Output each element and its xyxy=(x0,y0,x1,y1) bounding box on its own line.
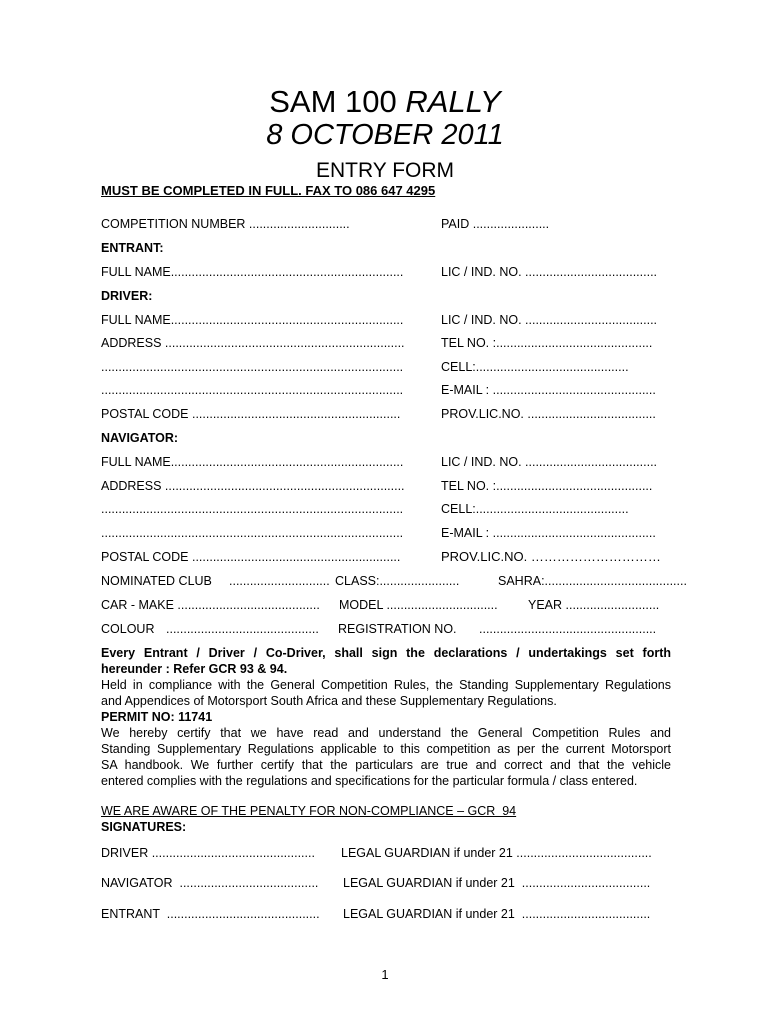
driver-heading: DRIVER: xyxy=(101,289,153,303)
navigator-tel-field[interactable]: TEL NO. :............................................. xyxy=(441,479,653,493)
sahra-field[interactable]: SAHRA:......................................... xyxy=(498,574,687,588)
permit-number: PERMIT NO: 11741 xyxy=(101,710,213,724)
driver-licence-field[interactable]: LIC / IND. NO. ...................................... xyxy=(441,313,658,327)
navigator-address-line-3[interactable]: ....................................................................................... xyxy=(101,526,404,540)
signatures-heading: SIGNATURES: xyxy=(101,820,187,834)
compliance-line-1: Held in compliance with the General Competition Rules, the Standing Supplementary Regulations xyxy=(101,678,671,692)
colour-label: COLOUR xyxy=(101,622,155,636)
compliance-line-2: and Appendices of Motorsport South Africa and these Supplementary Regulations. xyxy=(101,694,557,708)
driver-cell-field[interactable]: CELL:............................................ xyxy=(441,360,629,374)
event-title-plain: SAM 100 xyxy=(269,84,406,119)
model-field[interactable]: MODEL ................................ xyxy=(339,598,498,612)
driver-guardian-signature-field[interactable]: LEGAL GUARDIAN if under 21 ....................................... xyxy=(341,846,652,860)
certification-line-4: entered complies with the regulations and specifications for the particular formula / class entered. xyxy=(101,774,638,788)
navigator-heading: NAVIGATOR: xyxy=(101,431,179,445)
navigator-address-field[interactable]: ADDRESS ..................................................................... xyxy=(101,479,405,493)
entrant-licence-field[interactable]: LIC / IND. NO. ...................................... xyxy=(441,265,658,279)
navigator-guardian-signature-field[interactable]: LEGAL GUARDIAN if under 21 ..................................... xyxy=(343,876,651,890)
driver-prov-lic-field[interactable]: PROV.LIC.NO. ..................................... xyxy=(441,407,656,421)
entrant-guardian-signature-field[interactable]: LEGAL GUARDIAN if under 21 ..................................... xyxy=(343,907,651,921)
form-title: ENTRY FORM xyxy=(315,159,455,182)
driver-full-name-field[interactable]: FULL NAME................................................................... xyxy=(101,313,404,327)
driver-signature-field[interactable]: DRIVER ............................................... xyxy=(101,846,315,860)
driver-address-line-2[interactable]: ....................................................................................... xyxy=(101,360,404,374)
navigator-address-line-2[interactable]: ....................................................................................... xyxy=(101,502,404,516)
event-title xyxy=(0,86,770,117)
driver-tel-field[interactable]: TEL NO. :............................................. xyxy=(441,336,653,350)
paid-field[interactable]: PAID ...................... xyxy=(441,217,550,231)
penalty-notice: WE ARE AWARE OF THE PENALTY FOR NON-COMPLIANCE – GCR 94 xyxy=(101,804,517,818)
navigator-email-field[interactable]: E-MAIL : ............................................... xyxy=(441,526,656,540)
navigator-licence-field[interactable]: LIC / IND. NO. ...................................... xyxy=(441,455,658,469)
page-number: 1 xyxy=(381,967,389,982)
colour-field[interactable]: ............................................ xyxy=(166,622,319,636)
navigator-postal-code-field[interactable]: POSTAL CODE ............................................................ xyxy=(101,550,401,564)
entrant-full-name-field[interactable]: FULL NAME................................................................... xyxy=(101,265,404,279)
competition-number-field[interactable]: COMPETITION NUMBER ............................. xyxy=(101,217,350,231)
nominated-club-field[interactable]: ............................. xyxy=(229,574,330,588)
event-title-italic: RALLY xyxy=(405,84,501,119)
car-make-field[interactable]: CAR - MAKE ......................................... xyxy=(101,598,320,612)
navigator-full-name-field[interactable]: FULL NAME................................................................... xyxy=(101,455,404,469)
declaration-bold-line-2: hereunder : Refer GCR 93 & 94. xyxy=(101,662,288,676)
driver-address-line-3[interactable]: ....................................................................................... xyxy=(101,383,404,397)
class-field[interactable]: CLASS:....................... xyxy=(335,574,460,588)
nominated-club-label: NOMINATED CLUB xyxy=(101,574,212,588)
entrant-signature-field[interactable]: ENTRANT ............................................ xyxy=(101,907,320,921)
driver-address-field[interactable]: ADDRESS ..................................................................... xyxy=(101,336,405,350)
year-field[interactable]: YEAR ........................... xyxy=(528,598,660,612)
certification-line-1: We hereby certify that we have read and understand the General Competition Rules and xyxy=(101,726,671,740)
navigator-prov-lic-field[interactable]: PROV.LIC.NO. ………………………… xyxy=(441,549,661,564)
driver-email-field[interactable]: E-MAIL : ............................................... xyxy=(441,383,656,397)
entrant-heading: ENTRANT: xyxy=(101,241,164,255)
navigator-signature-field[interactable]: NAVIGATOR ........................................ xyxy=(101,876,319,890)
navigator-cell-field[interactable]: CELL:............................................ xyxy=(441,502,629,516)
form-instruction: MUST BE COMPLETED IN FULL. FAX TO 086 647 4295 xyxy=(101,183,436,198)
registration-field[interactable]: ................................................... xyxy=(479,622,657,636)
event-date: 8 OCTOBER 2011 xyxy=(266,119,504,151)
certification-line-2: Standing Supplementary Regulations applicable to this competition as per the current Motorsport xyxy=(101,742,671,756)
declaration-bold-line-1: Every Entrant / Driver / Co-Driver, shall sign the declarations / undertakings set forth xyxy=(101,646,671,660)
registration-label: REGISTRATION NO. xyxy=(338,622,457,636)
certification-line-3: SA handbook. We further certify that the particulars are true and correct and that the vehicle xyxy=(101,758,671,772)
driver-postal-code-field[interactable]: POSTAL CODE ............................................................ xyxy=(101,407,401,421)
